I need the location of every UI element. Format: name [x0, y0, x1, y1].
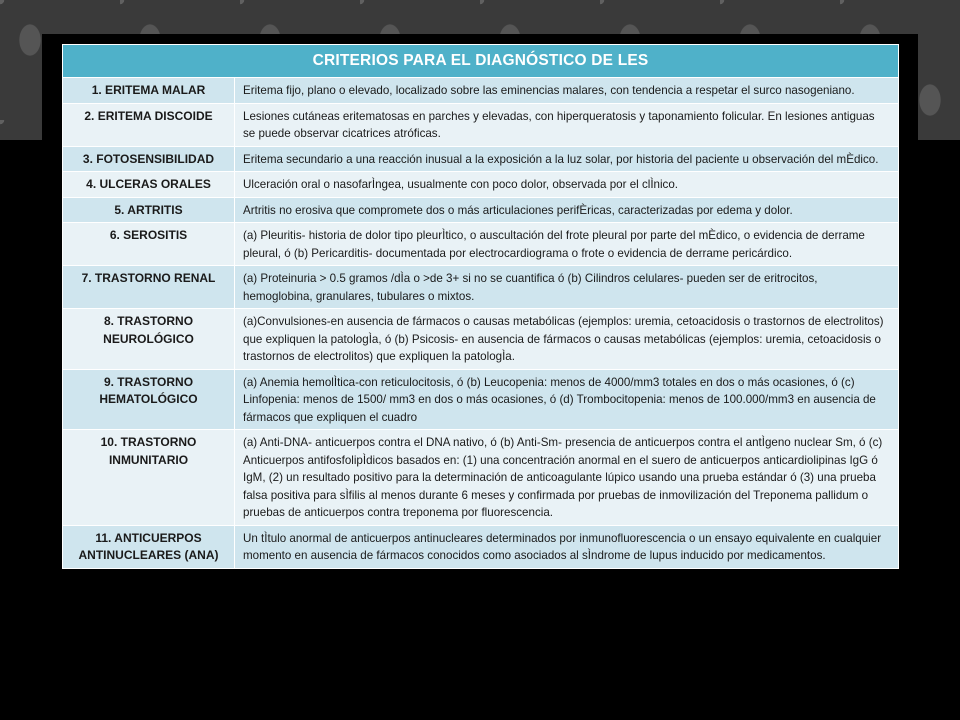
criterion-label: 4. ULCERAS ORALES [63, 172, 235, 198]
table-title: CRITERIOS PARA EL DIAGNÓSTICO DE LES [63, 45, 899, 78]
table-row [63, 525, 899, 568]
criterion-description: Eritema fijo, plano o elevado, localizado sobre las eminencias malares, con tendencia a respetar el surco nasogeniano. [235, 78, 899, 104]
table-row [63, 430, 899, 526]
criterion-description: Lesiones cutáneas eritematosas en parches y elevadas, con hiperqueratosis y taponamiento folicular. En lesiones antiguas se puede observar cicatrices atróficas. [235, 103, 899, 146]
criterion-description: Eritema secundario a una reacción inusual a la exposición a la luz solar, por historia del paciente u observación del mÈdico. [235, 146, 899, 172]
criterion-description: (a)Convulsiones-en ausencia de fármacos o causas metabólicas (ejemplos: uremia, cetoacidosis o trastornos de electrolitos) que expliquen la patologÌa, ó (b) Psicosis- en ausencia de fármacos o causas metabólicas (ejemplos: uremia, cetoacidosis o trastornos de electrolitos) que expliquen la patologÌa. [235, 309, 899, 370]
criterion-label: 8. TRASTORNO NEUROLÓGICO [63, 309, 235, 370]
criterion-label: 2. ERITEMA DISCOIDE [63, 103, 235, 146]
table-row [63, 223, 899, 266]
table-row [63, 146, 899, 172]
criteria-table [62, 44, 899, 569]
criterion-description: (a) Proteinuria > 0.5 gramos /dÌa o >de 3+ si no se cuantifica ó (b) Cilindros celulares- pueden ser de eritrocitos, hemoglobina, granulares, tubulares o mixtos. [235, 266, 899, 309]
criterion-description: Un tÌtulo anormal de anticuerpos antinucleares determinados por inmunofluorescencia o un ensayo equivalente en cualquier momento en ausencia de fármacos conocidos como asociados al sÌndrome de lupus inducido por medicamentos. [235, 525, 899, 568]
criterion-label: 5. ARTRITIS [63, 197, 235, 223]
table-row [63, 266, 899, 309]
criterion-description: (a) Anemia hemolÌtica-con reticulocitosis, ó (b) Leucopenia: menos de 4000/mm3 totales en dos o más ocasiones, ó (c) Linfopenia: menos de 1500/ mm3 en dos o más ocasiones, ó (d) Trombocitopenia: menos de 100.000/mm3 en ausencia de fármacos que expliquen el cuadro [235, 369, 899, 430]
criterion-description: (a) Anti-DNA- anticuerpos contra el DNA nativo, ó (b) Anti-Sm- presencia de anticuerpos contra el antÌgeno nuclear Sm, ó (c) Anticuerpos antifosfolipÌdicos basados en: (1) una concentración anormal en el suero de anticuerpos anticardiolipinas IgG ó IgM, (2) un resultado positivo para la determinación de anticoagulante lúpico usando una prueba estándar ó (3) una prueba falsa positiva para sÌfilis al menos durante 6 meses y confirmada por pruebas de inmovilización del Treponema pallidum o pruebas de anticuerpos contra treponema por fluorescencia. [235, 430, 899, 526]
criterion-description: (a) Pleuritis- historia de dolor tipo pleurÌtico, o auscultación del frote pleural por parte del mÈdico, o evidencia de derrame pleural, ó (b) Pericarditis- documentada por electrocardiograma o frote o evidencia de derrame pericárdico. [235, 223, 899, 266]
table-row [63, 309, 899, 370]
criterion-label: 7. TRASTORNO RENAL [63, 266, 235, 309]
criterion-label: 9. TRASTORNO HEMATOLÓGICO [63, 369, 235, 430]
criterion-label: 3. FOTOSENSIBILIDAD [63, 146, 235, 172]
table-row [63, 78, 899, 104]
criterion-description: Ulceración oral o nasofarÌngea, usualmente con poco dolor, observada por el clÌnico. [235, 172, 899, 198]
table-row [63, 369, 899, 430]
table-row [63, 197, 899, 223]
criterion-label: 1. ERITEMA MALAR [63, 78, 235, 104]
criterion-description: Artritis no erosiva que compromete dos o más articulaciones perifÈricas, caracterizadas por edema y dolor. [235, 197, 899, 223]
table-header-row [63, 45, 899, 78]
criterion-label: 11. ANTICUERPOS ANTINUCLEARES (ANA) [63, 525, 235, 568]
criterion-label: 6. SEROSITIS [63, 223, 235, 266]
table-row [63, 103, 899, 146]
criterion-label: 10. TRASTORNO INMUNITARIO [63, 430, 235, 526]
table-row [63, 172, 899, 198]
